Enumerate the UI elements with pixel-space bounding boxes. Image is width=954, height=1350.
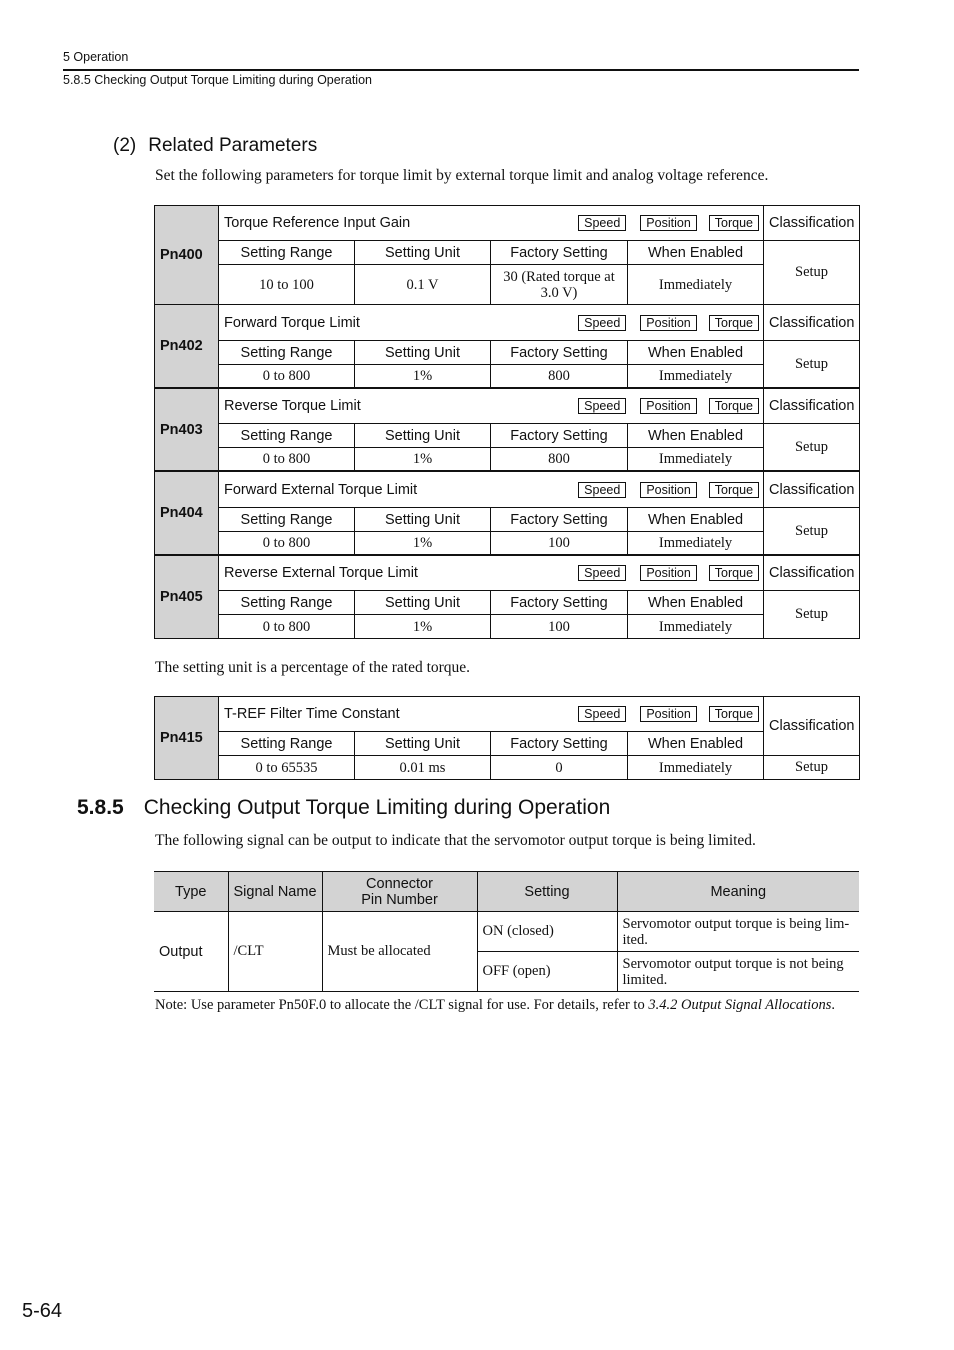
param-name: T-REF Filter Time Constant: [224, 706, 400, 722]
setting-range-value: 0 to 800: [219, 532, 355, 555]
subsection-title: Related Parameters: [148, 135, 318, 156]
setting-unit-header: Setting Unit: [355, 732, 491, 756]
setting-unit-value: 1%: [355, 365, 491, 388]
setting-unit-value: 1%: [355, 532, 491, 555]
param-id: Pn405: [155, 556, 219, 639]
meaning-header: Meaning: [617, 872, 859, 912]
when-enabled-header: When Enabled: [628, 341, 764, 365]
when-enabled-value: Immediately: [628, 448, 764, 471]
factory-setting-header: Factory Setting: [491, 591, 628, 615]
meaning-off: [617, 952, 859, 992]
when-enabled-value: Immediately: [628, 615, 764, 639]
param-name-cell: [219, 305, 764, 341]
position-badge: Position: [640, 315, 696, 331]
meaning-off-line1: Servomotor output torque is not being: [622, 955, 844, 972]
signal-type: Output: [154, 912, 228, 992]
factory-setting-header: Factory Setting: [491, 508, 628, 532]
factory-setting-header: Factory Setting: [491, 241, 628, 265]
header-rule: [63, 69, 859, 71]
setting-range-value: 10 to 100: [219, 265, 355, 305]
position-badge: Position: [640, 706, 696, 722]
torque-badge: Torque: [709, 398, 759, 414]
position-badge: Position: [640, 215, 696, 231]
when-enabled-value: Immediately: [628, 756, 764, 780]
param-name-cell: [219, 556, 764, 591]
running-header-chapter: 5 Operation: [63, 50, 129, 64]
param-table-pn405: [154, 555, 860, 639]
setting-unit-value: 0.1 V: [355, 265, 491, 305]
classification-value: Setup: [764, 508, 860, 555]
connector-header: [322, 872, 477, 912]
classification-value: Setup: [764, 591, 860, 639]
param-name: Forward Torque Limit: [224, 314, 360, 331]
speed-badge: Speed: [578, 482, 626, 498]
note-suffix: .: [831, 997, 835, 1013]
setting-unit-value: 0.01 ms: [355, 756, 491, 780]
setting-unit-value: 1%: [355, 448, 491, 471]
when-enabled-value: Immediately: [628, 365, 764, 388]
classification-label: Classification: [764, 389, 860, 424]
param-name: Torque Reference Input Gain: [224, 215, 411, 231]
subsection-intro: Set the following parameters for torque limit by external torque limit and analog voltage reference.: [155, 167, 769, 184]
classification-value: Setup: [764, 424, 860, 471]
setting-unit-value: 1%: [355, 615, 491, 639]
factory-setting-header: Factory Setting: [491, 732, 628, 756]
param-table-pn415: [154, 696, 860, 780]
torque-badge: Torque: [709, 315, 759, 331]
setting-range-value: 0 to 800: [219, 448, 355, 471]
param-name-cell: [219, 206, 764, 241]
param-table-pn403: [154, 388, 860, 471]
setting-on: ON (closed): [477, 912, 617, 952]
setting-off: OFF (open): [477, 952, 617, 992]
classification-label: Classification: [764, 206, 860, 241]
setting-range-header: Setting Range: [219, 732, 355, 756]
torque-badge: Torque: [709, 706, 759, 722]
classification-value: Setup: [764, 341, 860, 388]
setting-range-value: 0 to 65535: [219, 756, 355, 780]
setting-header: Setting: [477, 872, 617, 912]
note-prefix: Note: Use parameter Pn50F.0 to allocate the /CLT signal for use. For details, refer to: [155, 997, 649, 1013]
connector-pin: Must be allocated: [322, 912, 477, 992]
classification-label: Classification: [764, 472, 860, 508]
when-enabled-header: When Enabled: [628, 591, 764, 615]
setting-range-header: Setting Range: [219, 591, 355, 615]
speed-badge: Speed: [578, 706, 626, 722]
meaning-on-line1: Servomotor output torque is being lim-: [622, 915, 850, 932]
param-id: Pn400: [155, 206, 219, 305]
setting-unit-note: The setting unit is a percentage of the rated torque.: [155, 659, 471, 676]
param-name-cell: [219, 472, 764, 508]
speed-badge: Speed: [578, 315, 626, 331]
when-enabled-value: Immediately: [628, 265, 764, 305]
when-enabled-value: Immediately: [628, 532, 764, 555]
section-intro: The following signal can be output to indicate that the servomotor output torque is being limited.: [155, 832, 756, 849]
connector-header-line2: Pin Number: [361, 891, 438, 908]
factory-setting-line1: 30 (Rated torque at: [503, 268, 615, 285]
setting-unit-header: Setting Unit: [355, 424, 491, 448]
speed-badge: Speed: [578, 565, 626, 581]
param-id: Pn402: [155, 305, 219, 388]
signal-name-header: Signal Name: [228, 872, 322, 912]
meaning-on: [617, 912, 859, 952]
type-header: Type: [154, 872, 228, 912]
position-badge: Position: [640, 482, 696, 498]
factory-setting-value: [491, 265, 628, 305]
page-number: 5-64: [22, 1300, 63, 1322]
factory-setting-value: 100: [491, 532, 628, 555]
signal-table: [154, 871, 859, 992]
setting-unit-header: Setting Unit: [355, 508, 491, 532]
when-enabled-header: When Enabled: [628, 732, 764, 756]
setting-range-header: Setting Range: [219, 508, 355, 532]
param-id: Pn404: [155, 472, 219, 555]
setting-range-value: 0 to 800: [219, 615, 355, 639]
running-header-section: 5.8.5 Checking Output Torque Limiting during Operation: [63, 73, 372, 87]
param-name-cell: [219, 697, 764, 732]
classification-value: Setup: [764, 756, 860, 780]
param-name-cell: [219, 389, 764, 424]
param-name: Reverse External Torque Limit: [224, 565, 418, 581]
subsection-number: (2): [113, 135, 137, 156]
speed-badge: Speed: [578, 215, 626, 231]
classification-label: Classification: [764, 305, 860, 341]
factory-setting-value: 800: [491, 365, 628, 388]
setting-unit-header: Setting Unit: [355, 341, 491, 365]
classification-label: Classification: [764, 556, 860, 591]
param-table-pn404: [154, 471, 860, 555]
subsection-heading: [113, 135, 317, 157]
when-enabled-header: When Enabled: [628, 424, 764, 448]
setting-unit-header: Setting Unit: [355, 241, 491, 265]
section-heading: [77, 796, 610, 820]
torque-badge: Torque: [709, 482, 759, 498]
factory-setting-value: 800: [491, 448, 628, 471]
factory-setting-line2: 3.0 V): [540, 284, 578, 301]
param-id: Pn415: [155, 697, 219, 780]
param-table-pn402: [154, 304, 860, 388]
note-reference-link[interactable]: 3.4.2 Output Signal Allocations: [648, 997, 832, 1013]
when-enabled-header: When Enabled: [628, 241, 764, 265]
classification-label: Classification: [764, 697, 860, 756]
setting-range-header: Setting Range: [219, 241, 355, 265]
position-badge: Position: [640, 565, 696, 581]
setting-range-header: Setting Range: [219, 424, 355, 448]
factory-setting-header: Factory Setting: [491, 341, 628, 365]
classification-value: Setup: [764, 241, 860, 305]
setting-range-header: Setting Range: [219, 341, 355, 365]
allocation-note: [155, 997, 835, 1014]
setting-range-value: 0 to 800: [219, 365, 355, 388]
signal-name: /CLT: [228, 912, 322, 992]
setting-unit-header: Setting Unit: [355, 591, 491, 615]
section-number: 5.8.5: [77, 796, 124, 819]
factory-setting-header: Factory Setting: [491, 424, 628, 448]
section-title: Checking Output Torque Limiting during Operation: [143, 796, 611, 819]
meaning-off-line2: limited.: [622, 971, 668, 988]
speed-badge: Speed: [578, 398, 626, 414]
param-id: Pn403: [155, 389, 219, 471]
factory-setting-value: 0: [491, 756, 628, 780]
param-name: Reverse Torque Limit: [224, 398, 361, 414]
meaning-on-line2: ited.: [622, 931, 648, 948]
param-name: Forward External Torque Limit: [224, 481, 418, 498]
position-badge: Position: [640, 398, 696, 414]
param-table-pn400: [154, 205, 860, 305]
when-enabled-header: When Enabled: [628, 508, 764, 532]
torque-badge: Torque: [709, 215, 759, 231]
torque-badge: Torque: [709, 565, 759, 581]
connector-header-line1: Connector: [366, 875, 433, 892]
factory-setting-value: 100: [491, 615, 628, 639]
